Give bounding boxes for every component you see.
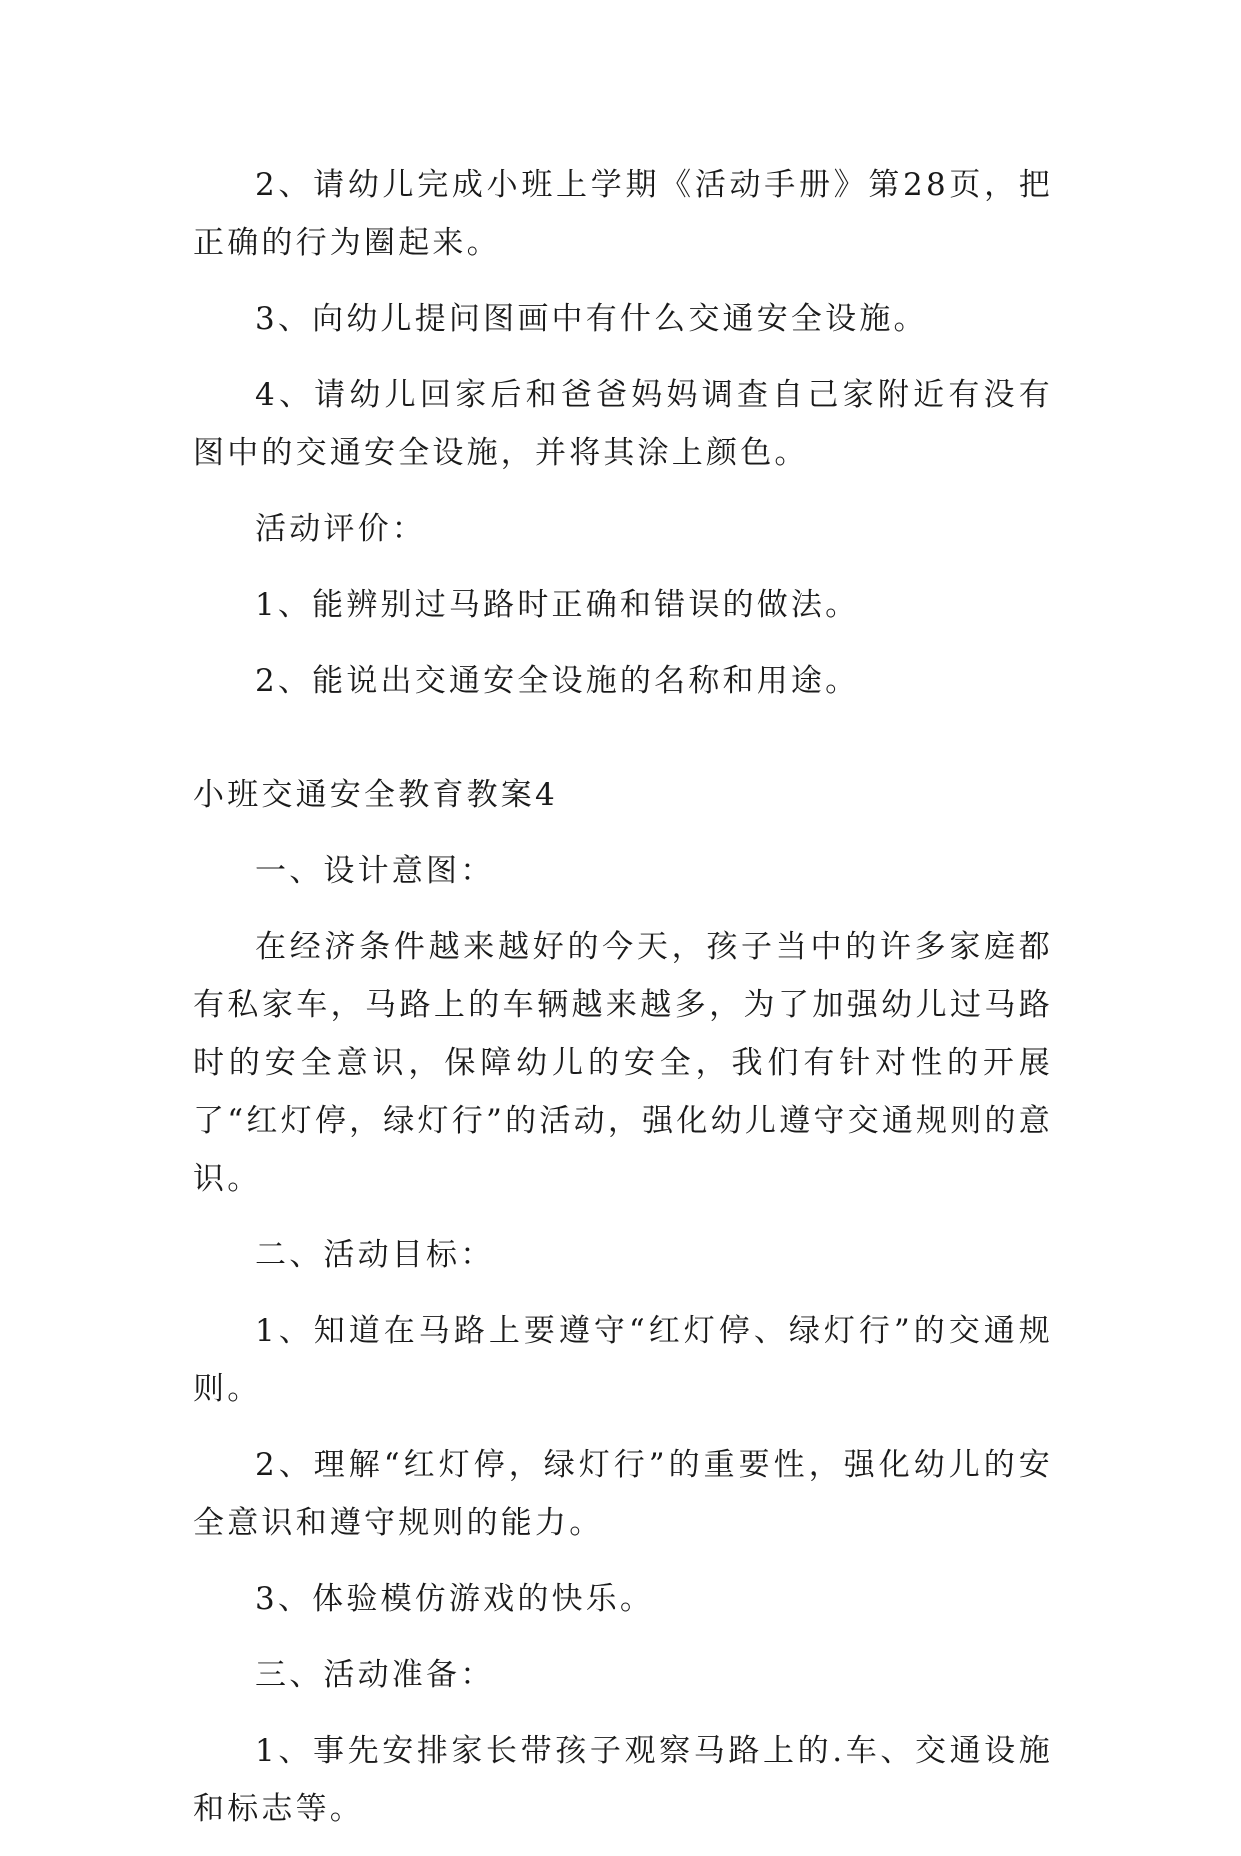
goal-item-1: 1、知道在马路上要遵守“红灯停、绿灯行”的交通规则。 <box>193 1313 1053 1407</box>
preparation-heading: 三、活动准备： <box>255 1657 495 1693</box>
preparation-item-1: 1、事先安排家长带孩子观察马路上的.车、交通设施和标志等。 <box>193 1733 1053 1827</box>
design-intent-body: 在经济条件越来越好的今天，孩子当中的许多家庭都有私家车，马路上的车辆越来越多，为了加强幼儿过马路时的安全意识，保障幼儿的安全，我们有针对性的开展了“红灯停，绿灯行”的活动，强化幼儿遵守交通规则的意识。 <box>193 929 1053 1197</box>
paragraph-step-4: 4、请幼儿回家后和爸爸妈妈调查自己家附近有没有图中的交通安全设施，并将其涂上颜色。 <box>193 377 1053 471</box>
evaluation-item-2: 2、能说出交通安全设施的名称和用途。 <box>255 663 860 699</box>
evaluation-heading: 活动评价： <box>255 511 426 547</box>
goal-item-3: 3、体验模仿游戏的快乐。 <box>255 1581 655 1617</box>
paragraph-step-3: 3、向幼儿提问图画中有什么交通安全设施。 <box>255 301 928 337</box>
document-body <box>193 156 1053 1856</box>
goal-item-2: 2、理解“红灯停，绿灯行”的重要性，强化幼儿的安全意识和遵守规则的能力。 <box>193 1447 1053 1541</box>
goals-heading: 二、活动目标： <box>255 1237 495 1273</box>
paragraph-step-2: 2、请幼儿完成小班上学期《活动手册》第28页，把正确的行为圈起来。 <box>193 167 1053 261</box>
lesson-plan-title: 小班交通安全教育教案4 <box>193 777 558 813</box>
design-intent-heading: 一、设计意图： <box>255 853 495 889</box>
evaluation-item-1: 1、能辨别过马路时正确和错误的做法。 <box>255 587 860 623</box>
